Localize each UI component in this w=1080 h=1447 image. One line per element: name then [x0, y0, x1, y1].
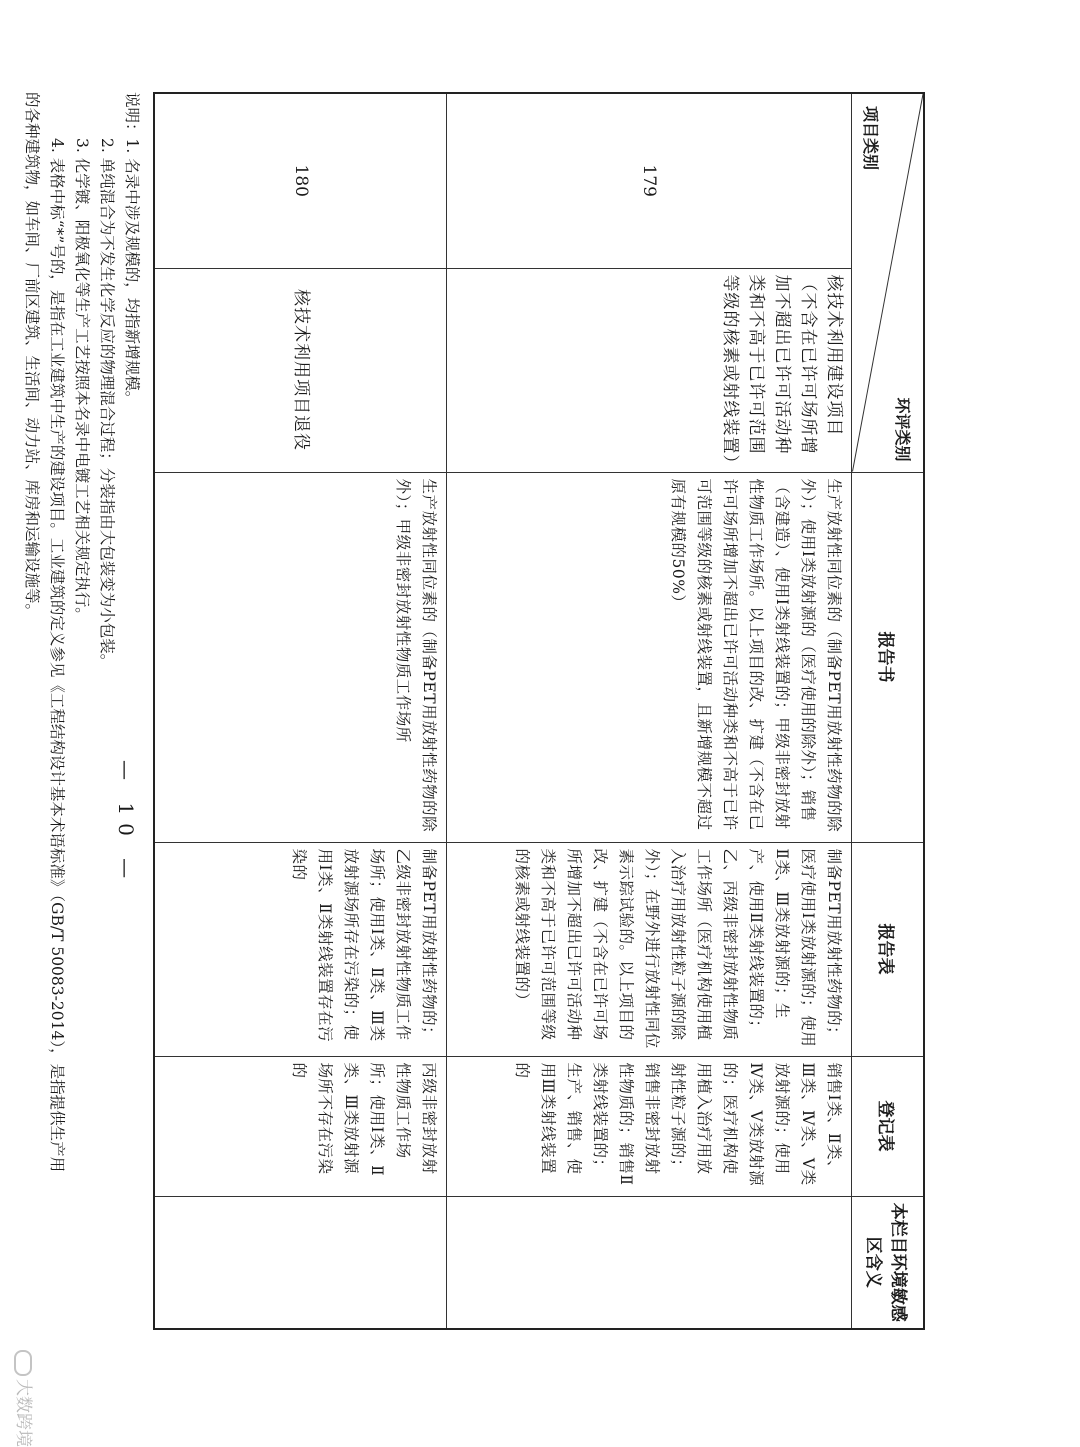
eia-category-table [153, 92, 925, 1330]
report-book-cell: 生产放射性同位素的（制备PET用放射性药物的除外）；使用Ⅰ类放射源的（医疗使用的除外）；销售（含建造）、使用Ⅰ类射线装置的；甲级非密封放射性物质工作场所。以上项目的改、扩建（不含在已许可场所增加不超出已许可活动种类和不高于已许可范围等级的核素或射线装置，且新增规模不超过原有规模的50%） [447, 472, 852, 842]
row-number: 180 [154, 93, 447, 268]
note-line: 2. 单纯混合为不发生化学反应的物理混合过程；分装指由大包装变为小包装。 [98, 138, 116, 670]
table-row-179 [447, 93, 852, 1329]
notes-block [19, 92, 144, 1342]
project-name: 核技术利用项目退役 [154, 268, 447, 472]
page-number: — 10 — [114, 760, 138, 887]
note-line: 3. 化学镀、阳极氧化等生产工艺按照本名录中电镀工艺相关规定执行。 [73, 138, 91, 623]
watermark [0, 0, 110, 80]
note-line: 4. 表格中标“*”号的，是指在工业建筑中生产的建设项目。工业建筑的定义参见《工程结构设计基本术语标准》（GB/T 50083-2014），是指提供生产用 [48, 138, 66, 1173]
header-report-book: 报告书 [852, 472, 924, 842]
header-sensitive-area: 本栏目环境敏感区含义 [852, 1196, 924, 1329]
sensitive-area-cell [154, 1196, 447, 1329]
report-book-cell: 生产放射性同位素的（制备PET用放射性药物的除外）；甲级非密封放射性物质工作场所 [154, 472, 447, 842]
header-project-category: 项目类别 [861, 106, 881, 171]
table-header-row [852, 93, 924, 1329]
header-register-form: 登记表 [852, 1056, 924, 1196]
note-line: 的各种建筑物，如车间、厂前区建筑、生活间、动力站、库房和运输设施等。 [23, 92, 41, 620]
row-number: 179 [447, 93, 852, 268]
report-form-cell: 制备PET用放射性药物的；乙级非密封放射性物质工作场所；使用Ⅰ类、Ⅱ类、Ⅲ类放射源场所存在污染的；使用Ⅰ类、Ⅱ类射线装置存在污染的 [154, 842, 447, 1056]
report-form-cell: 制备PET用放射性药物的；医疗使用Ⅰ类放射源的；使用Ⅱ类、Ⅲ类放射源的；生产、使用Ⅱ类射线装置的；乙、丙级非密封放射性物质工作场所（医疗机构使用植入治疗用放射性粒子源的除外）；在野外进行放射性同位素示踪试验的。以上项目的改、扩建（不含在已许可场所增加不超出已许可活动种类和不高于已许可范围等级的核素或射线装置的） [447, 842, 852, 1056]
register-form-cell: 丙级非密封放射性物质工作场所；使用Ⅰ类、Ⅱ类、Ⅲ类放射源场所不存在污染的 [154, 1056, 447, 1196]
table-row-180 [154, 93, 447, 1329]
sensitive-area-cell [447, 1196, 852, 1329]
header-eia-category: 环评类别 [893, 397, 912, 462]
project-name: 核技术利用建设项目（不含在已许可场所增加不超出已许可活动种类和不高于已许可范围等级的核素或射线装置） [447, 268, 852, 472]
watermark-text: 大数跨境 [13, 1379, 33, 1447]
watermark-vertical [8, 1350, 44, 1447]
header-report-form: 报告表 [852, 842, 924, 1056]
register-form-cell: 销售Ⅰ类、Ⅱ类、Ⅲ类、Ⅳ类、Ⅴ类放射源的；使用Ⅳ类、Ⅴ类放射源的；医疗机构使用植入治疗用放射性粒子源的；销售非密封放射性物质的；销售Ⅱ类射线装置的；生产、销售、使用Ⅲ类射线装置的 [447, 1056, 852, 1196]
diagonal-header-cell [852, 93, 924, 472]
note-line: 说明：1. 名录中涉及规模的，均指新增规模。 [123, 92, 141, 407]
watermark-logo-icon [14, 1350, 32, 1376]
